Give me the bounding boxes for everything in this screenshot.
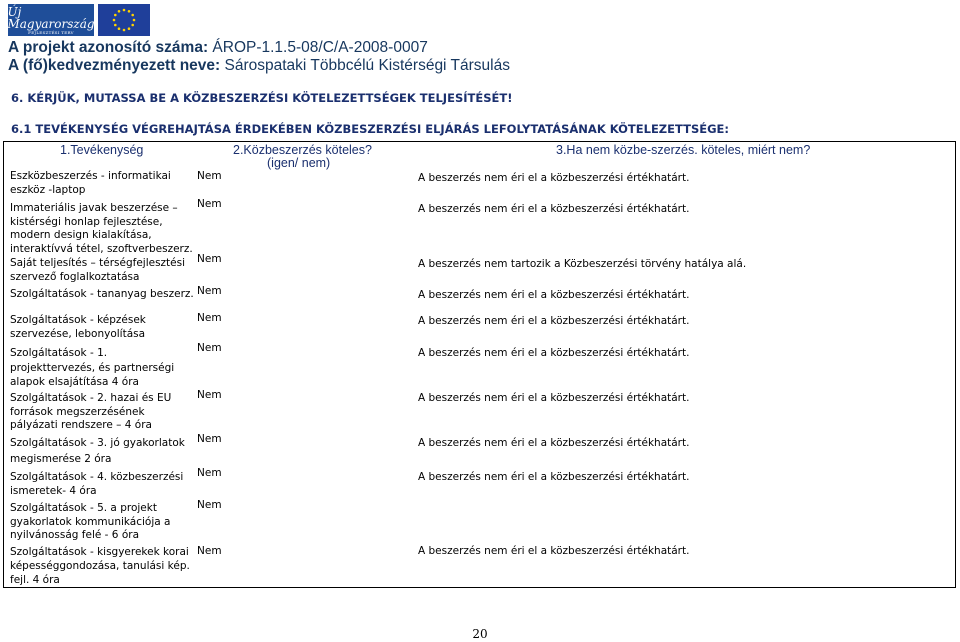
table-row-answer: Nem bbox=[197, 499, 222, 511]
col-obligation-subheader: (igen/ nem) bbox=[267, 156, 331, 170]
table-row-reason: A beszerzés nem tartozik a Közbeszerzési törvény hatálya alá. bbox=[418, 258, 747, 270]
beneficiary-value: Sárospataki Többcélú Kistérségi Társulás bbox=[224, 57, 510, 74]
table-row-answer: Nem bbox=[197, 198, 222, 210]
beneficiary-label: A (fő)kedvezményezett neve: bbox=[8, 57, 221, 74]
table-row-answer: Nem bbox=[197, 545, 222, 557]
project-id-value: ÁROP-1.1.5-08/C/A-2008-0007 bbox=[212, 39, 428, 56]
uj-magyarorszag-logo bbox=[8, 4, 94, 36]
table-row-answer: Nem bbox=[197, 389, 222, 401]
logo-text: Új Magyarország bbox=[7, 4, 95, 31]
eu-flag-icon bbox=[98, 4, 150, 36]
project-id-label: A projekt azonosító száma: bbox=[8, 39, 209, 56]
table-row-answer: Nem bbox=[197, 467, 222, 479]
col-activity-header: 1.Tevékenység bbox=[60, 143, 144, 157]
section-6-heading: 6. KÉRJÜK, MUTASSA BE A KÖZBESZERZÉSI KÖTELEZETTSÉGEK TELJESÍTÉSÉT! bbox=[11, 91, 513, 105]
section-6-1-heading: 6.1 TEVÉKENYSÉG VÉGREHAJTÁSA ÉRDEKÉBEN KÖZBESZERZÉSI ELJÁRÁS LEFOLYTATÁSÁNAK KÖTELEZETTSÉGE: bbox=[11, 122, 729, 136]
col-reason-header: 3.Ha nem közbe-szerzés. köteles, miért nem? bbox=[556, 143, 811, 157]
table-row-activity: Szolgáltatások - 5. a projekt gyakorlatok kommunikációja a nyilvánosság felé - 6 óra bbox=[10, 502, 171, 541]
table-row-reason: A beszerzés nem éri el a közbeszerzési értékhatárt. bbox=[418, 471, 690, 483]
table-row-answer: Nem bbox=[197, 342, 222, 354]
table-row-activity: Szolgáltatások - tananyag beszerz. bbox=[10, 288, 194, 300]
table-row-reason: A beszerzés nem éri el a közbeszerzési értékhatárt. bbox=[418, 347, 690, 359]
table-row-reason: A beszerzés nem éri el a közbeszerzési értékhatárt. bbox=[418, 545, 690, 557]
table-row-activity: Saját teljesítés – térségfejlesztési szervező foglalkoztatása bbox=[10, 257, 186, 283]
table-row-activity: Szolgáltatások - 4. közbeszerzési ismeretek- 4 óra bbox=[10, 471, 184, 497]
col-obligation-header: 2.Közbeszerzés köteles? bbox=[233, 143, 372, 157]
table-row-activity: Szolgáltatások - kisgyerekek korai képességgondozása, tanulási kép. fejl. 4 óra bbox=[10, 546, 190, 586]
table-row-reason: A beszerzés nem éri el a közbeszerzési értékhatárt. bbox=[418, 289, 690, 301]
table-row-reason: A beszerzés nem éri el a közbeszerzési értékhatárt. bbox=[418, 392, 690, 404]
logo-subtext: FEJLESZTÉSI TERV bbox=[28, 29, 74, 35]
procurement-table bbox=[3, 141, 956, 588]
project-id-line bbox=[8, 39, 428, 57]
table-row-answer: Nem bbox=[197, 285, 222, 297]
table-row-answer: Nem bbox=[197, 253, 222, 265]
table-row-activity: Szolgáltatások - képzések szervezése, lebonyolítása bbox=[10, 314, 146, 340]
table-row-reason: A beszerzés nem éri el a közbeszerzési értékhatárt. bbox=[418, 315, 690, 327]
table-row-reason: A beszerzés nem éri el a közbeszerzési értékhatárt. bbox=[418, 203, 690, 215]
table-row-activity: Szolgáltatások - 2. hazai és EU források megszerzésének pályázati rendszere – 4 óra bbox=[10, 392, 172, 431]
table-row-answer: Nem bbox=[197, 433, 222, 445]
header-logos bbox=[8, 4, 150, 36]
beneficiary-line bbox=[8, 57, 510, 75]
table-row-activity: Immateriális javak beszerzése – kistérségi honlap fejlesztése, modern design kialakítása, interaktívvá tétel, szoftverbeszerz. bbox=[10, 202, 193, 255]
table-row-reason: A beszerzés nem éri el a közbeszerzési értékhatárt. bbox=[418, 172, 690, 184]
table-row-answer: Nem bbox=[197, 170, 222, 182]
table-row-reason: A beszerzés nem éri el a közbeszerzési értékhatárt. bbox=[418, 437, 690, 449]
table-row-activity: Szolgáltatások - 1. projekttervezés, és partnerségi alapok elsajátítása 4 óra bbox=[10, 347, 175, 388]
table-row-activity: Szolgáltatások - 3. jó gyakorlatok megismerése 2 óra bbox=[10, 437, 185, 465]
table-row-answer: Nem bbox=[197, 312, 222, 324]
page-number: 20 bbox=[472, 627, 488, 641]
table-row-activity: Eszközbeszerzés - informatikai eszköz -laptop bbox=[10, 170, 171, 196]
